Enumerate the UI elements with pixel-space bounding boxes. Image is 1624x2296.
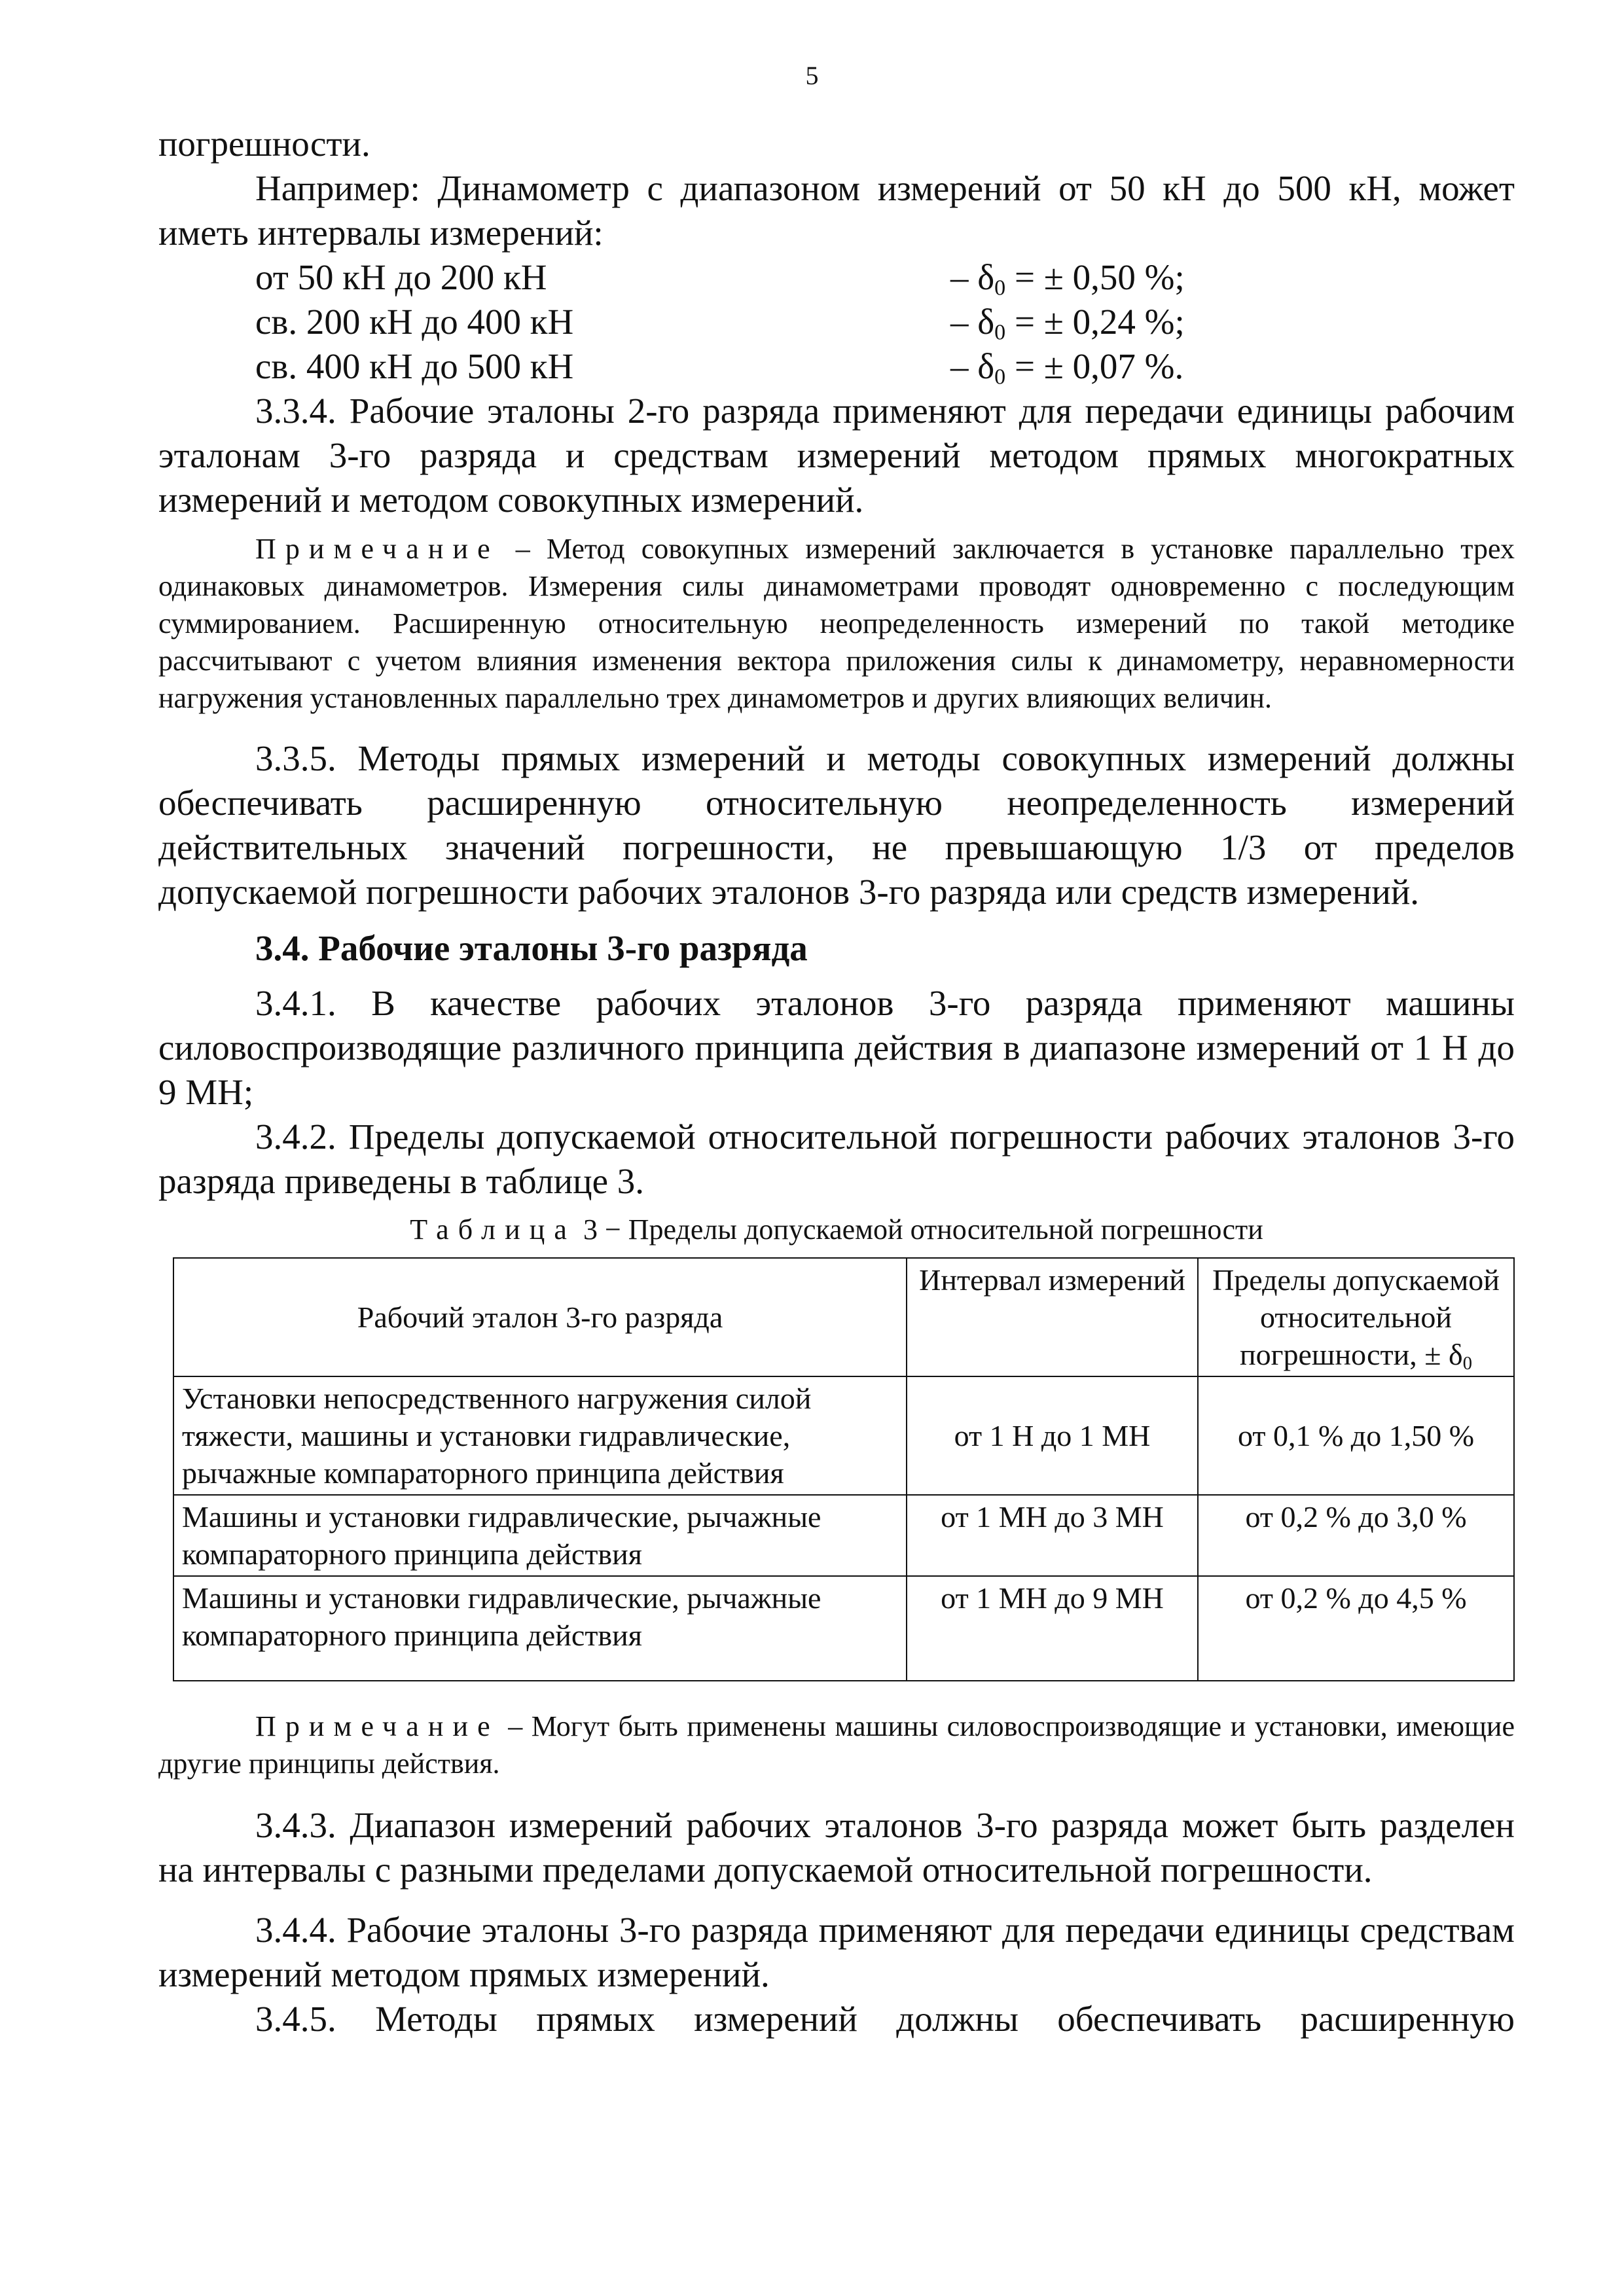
paragraph-example: Например: Динамометр с диапазоном измерений от 50 кН до 500 кН, может иметь интервалы измерений: <box>158 168 1515 253</box>
header-limits: Пределы допускаемой относительной погрешности, ± $\delta_0$ <box>1198 1258 1514 1376</box>
table-caption <box>158 1211 1515 1248</box>
note-text: – Метод совокупных измерений заключается в установке параллельно трех одинаковых динамометров. Измерения силы динамометрами проводят одновременно с последующим суммированием. Расширенную относительную неопределенность измерений по такой методике рассчитывают с учетом влияния изменения вектора приложения силы к динамометру, неравномерности нагружения установленных параллельно трех динамометров и других влияющих величин. <box>158 533 1515 714</box>
table-row <box>173 1495 1514 1576</box>
note-label: Примечание <box>255 1710 499 1742</box>
cell-etalon: Машины и установки гидравлические, рычажные компараторного принципа действия <box>173 1576 907 1681</box>
note-combined-measurements <box>158 530 1515 717</box>
interval-line <box>158 300 1515 344</box>
table-caption-text: 3 − Пределы допускаемой относительной погрешности <box>575 1213 1263 1246</box>
note-table-3 <box>158 1708 1515 1782</box>
header-etalon: Рабочий эталон 3-го разряда <box>173 1258 907 1376</box>
cell-limits: от 0,2 % до 3,0 % <box>1198 1495 1514 1576</box>
cell-interval: от 1 МН до 3 МН <box>907 1495 1198 1576</box>
interval-accuracy: – $\delta_0$ = ± 0,07 %. <box>950 346 1184 389</box>
cell-etalon: Установки непосредственного нагружения силой тяжести, машины и установки гидравлические, рычажные компараторного принципа действия <box>173 1376 907 1495</box>
page-number: 5 <box>805 61 819 90</box>
table-row <box>173 1576 1514 1681</box>
note-text: – Могут быть применены машины силовоспроизводящие и установки, имеющие другие принципы действия. <box>158 1710 1515 1780</box>
paragraph-3-4-5: 3.4.5. Методы прямых измерений должны обеспечивать расширенную <box>255 1999 1515 2039</box>
paragraph-continuation: погрешности. <box>158 124 370 164</box>
interval-accuracy: – $\delta_0$ = ± 0,50 %; <box>950 257 1185 300</box>
note-label: Примечание <box>255 533 499 565</box>
document-body <box>158 122 1515 2041</box>
header-interval: Интервал измерений <box>907 1258 1198 1376</box>
table-caption-label: Таблица <box>410 1213 576 1246</box>
paragraph-3-3-5: 3.3.5. Методы прямых измерений и методы совокупных измерений должны обеспечивать расширенную относительную неопределенность измерений действительных значений погрешности, не превышающую 1/3 от пределов допускаемой погрешности рабочих эталонов 3-го разряда или средств измерений. <box>158 738 1515 912</box>
paragraph-3-4-1: 3.4.1. В качестве рабочих эталонов 3-го разряда применяют машины силовоспроизводящие различного принципа действия в диапазоне измерений от 1 Н до 9 МН; <box>158 983 1515 1112</box>
table-row <box>173 1376 1514 1495</box>
interval-line <box>158 344 1515 389</box>
paragraph-3-4-3: 3.4.3. Диапазон измерений рабочих эталонов 3-го разряда может быть разделен на интервалы с разными пределами допускаемой относительной погрешности. <box>158 1805 1515 1890</box>
interval-line <box>158 255 1515 300</box>
paragraph-3-3-4: 3.3.4. Рабочие эталоны 2-го разряда применяют для передачи единицы рабочим эталонам 3-го разряда и средствам измерений методом прямых многократных измерений и методом совокупных измерений. <box>158 391 1515 520</box>
cell-limits: от 0,1 % до 1,50 % <box>1198 1376 1514 1495</box>
paragraph-3-4-2: 3.4.2. Пределы допускаемой относительной погрешности рабочих эталонов 3-го разряда приведены в таблице 3. <box>158 1117 1515 1201</box>
cell-interval: от 1 МН до 9 МН <box>907 1576 1198 1681</box>
table-3 <box>173 1257 1515 1681</box>
section-heading-3-4: 3.4. Рабочие эталоны 3-го разряда <box>255 928 808 968</box>
interval-range: св. 400 кН до 500 кН <box>255 346 574 386</box>
interval-range: от 50 кН до 200 кН <box>255 257 547 297</box>
cell-limits: от 0,2 % до 4,5 % <box>1198 1576 1514 1681</box>
table-header-row <box>173 1258 1514 1376</box>
paragraph-3-4-4: 3.4.4. Рабочие эталоны 3-го разряда применяют для передачи единицы средствам измерений методом прямых измерений. <box>158 1910 1515 1994</box>
cell-etalon: Машины и установки гидравлические, рычажные компараторного принципа действия <box>173 1495 907 1576</box>
interval-accuracy: – $\delta_0$ = ± 0,24 %; <box>950 302 1185 345</box>
interval-range: св. 200 кН до 400 кН <box>255 302 574 342</box>
cell-interval: от 1 Н до 1 МН <box>907 1376 1198 1495</box>
